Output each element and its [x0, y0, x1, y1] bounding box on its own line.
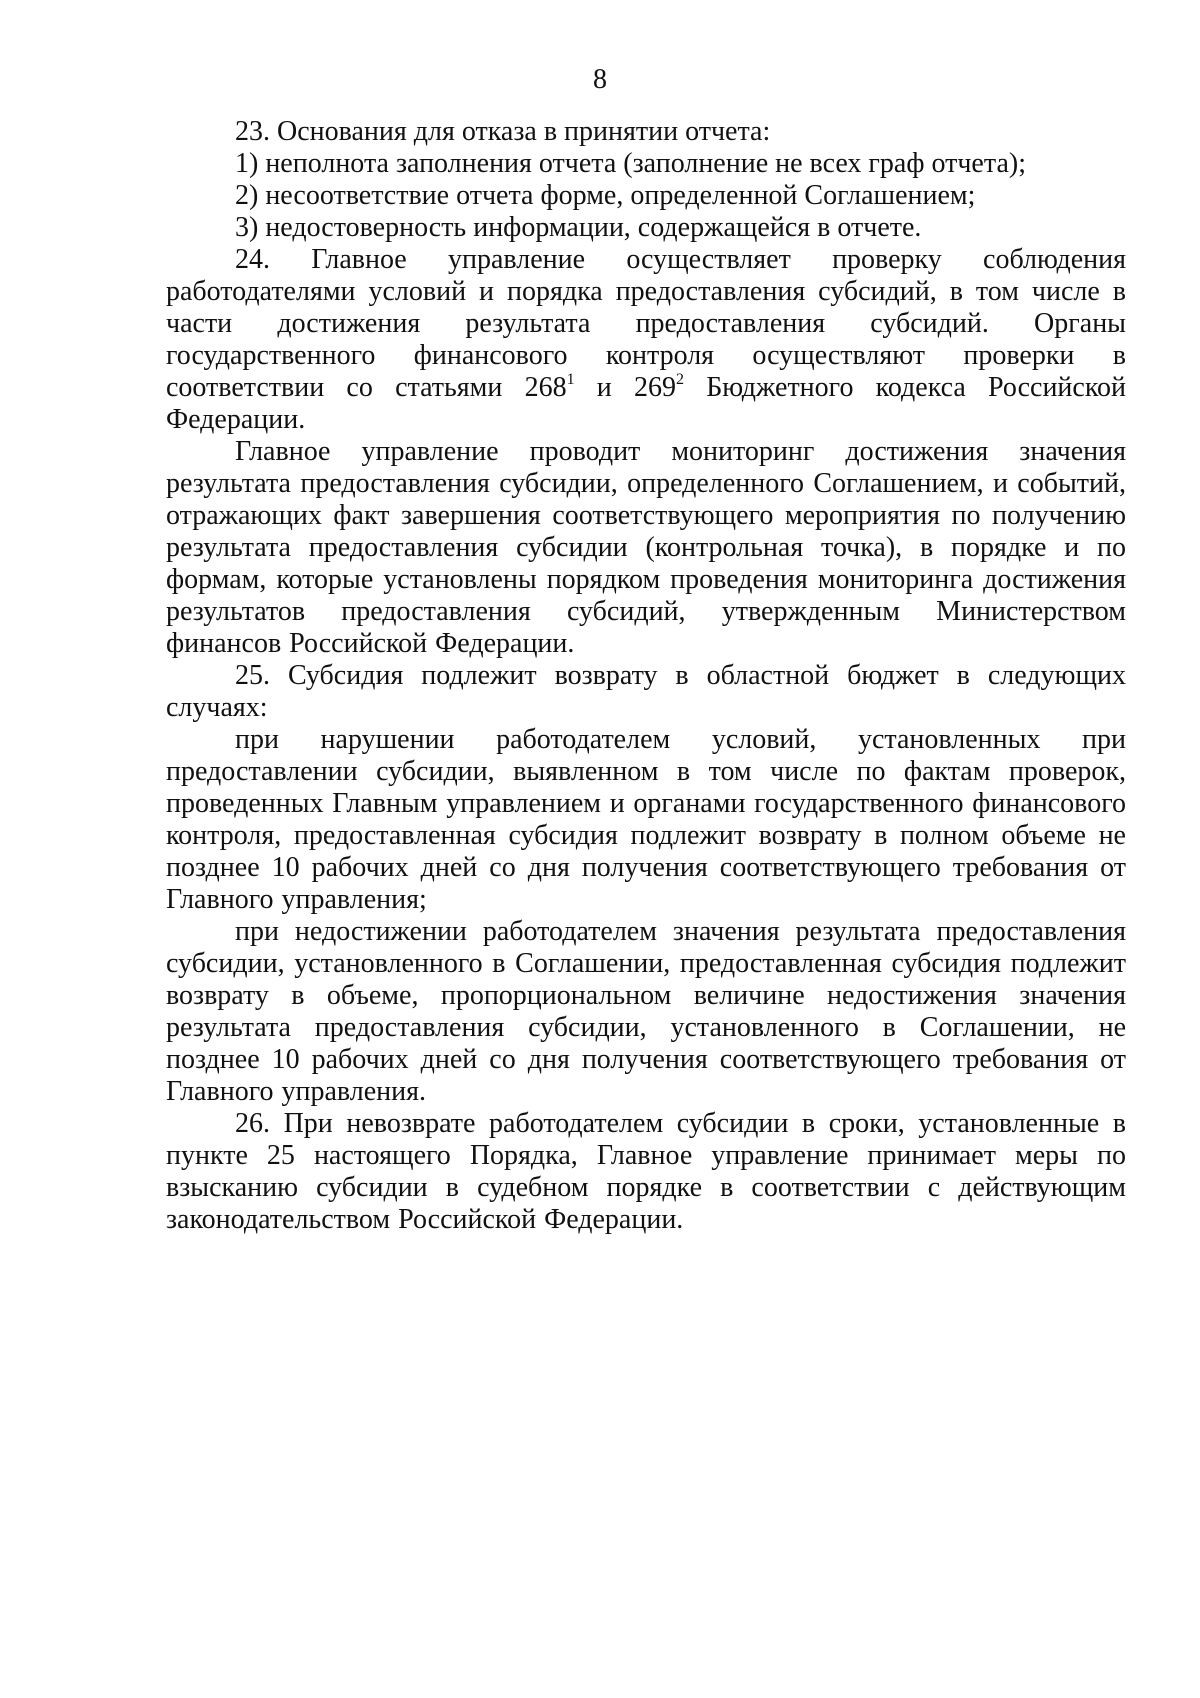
paragraph-23-item-1: 1) неполнота заполнения отчета (заполнение не всех граф отчета);	[235, 148, 1026, 179]
paragraph-25-intro: 25. Субсидия подлежит возврату в областной бюджет в следующих случаях:	[166, 660, 1126, 723]
paragraph-24-monitoring: Главное управление проводит мониторинг достижения значения результата предоставления субсидии, определенного Соглашением, и событий, отражающих факт завершения соответствующего мероприятия по получению результата предоставления субсидии (контрольная точка), в порядке и по формам, которые установлены порядком проведения мониторинга достижения результатов предоставления субсидий, утвержденным Министерством финансов Российской Федерации.	[166, 436, 1126, 659]
paragraph-23-heading: 23. Основания для отказа в принятии отчета:	[235, 116, 771, 147]
paragraph-24	[166, 244, 1126, 436]
page-number: 8	[593, 64, 607, 95]
document-body	[166, 116, 1126, 1236]
superscript-2: 2	[676, 371, 684, 388]
superscript-1: 1	[566, 371, 575, 388]
paragraph-24-text-start: 24. Главное управление осуществляет проверку соблюдения работодателями условий и порядка предоставления субсидий, в том числе в части достижения результата предоставления субсидий. Органы государственного финансового контроля осуществляют проверки в соответствии со статьями 268	[166, 244, 1126, 403]
paragraph-24-text-end: Бюджетного кодекса Российской Федерации.	[166, 372, 1127, 435]
paragraph-25-case-2: при недостижении работодателем значения результата предоставления субсидии, установленного в Соглашении, предоставленная субсидия подлежит возврату в объеме, пропорциональном величине недостижения значения результата предоставления субсидии, установленного в Соглашении, не позднее 10 рабочих дней со дня получения соответствующего требования от Главного управления.	[166, 916, 1126, 1107]
paragraph-25-case-1: при нарушении работодателем условий, установленных при предоставлении субсидии, выявленном в том числе по фактам проверок, проведенных Главным управлением и органами государственного финансового контроля, предоставленная субсидия подлежит возврату в полном объеме не позднее 10 рабочих дней со дня получения соответствующего требования от Главного управления;	[166, 724, 1126, 915]
paragraph-24-text-middle: и 269	[574, 372, 676, 403]
paragraph-23-item-2: 2) несоответствие отчета форме, определенной Соглашением;	[235, 180, 976, 211]
paragraph-26: 26. При невозврате работодателем субсидии в сроки, установленные в пункте 25 настоящего Порядка, Главное управление принимает меры по взысканию субсидии в судебном порядке в соответствии с действующим законодательством Российской Федерации.	[166, 1108, 1126, 1235]
paragraph-23-item-3: 3) недостоверность информации, содержащейся в отчете.	[235, 212, 922, 243]
